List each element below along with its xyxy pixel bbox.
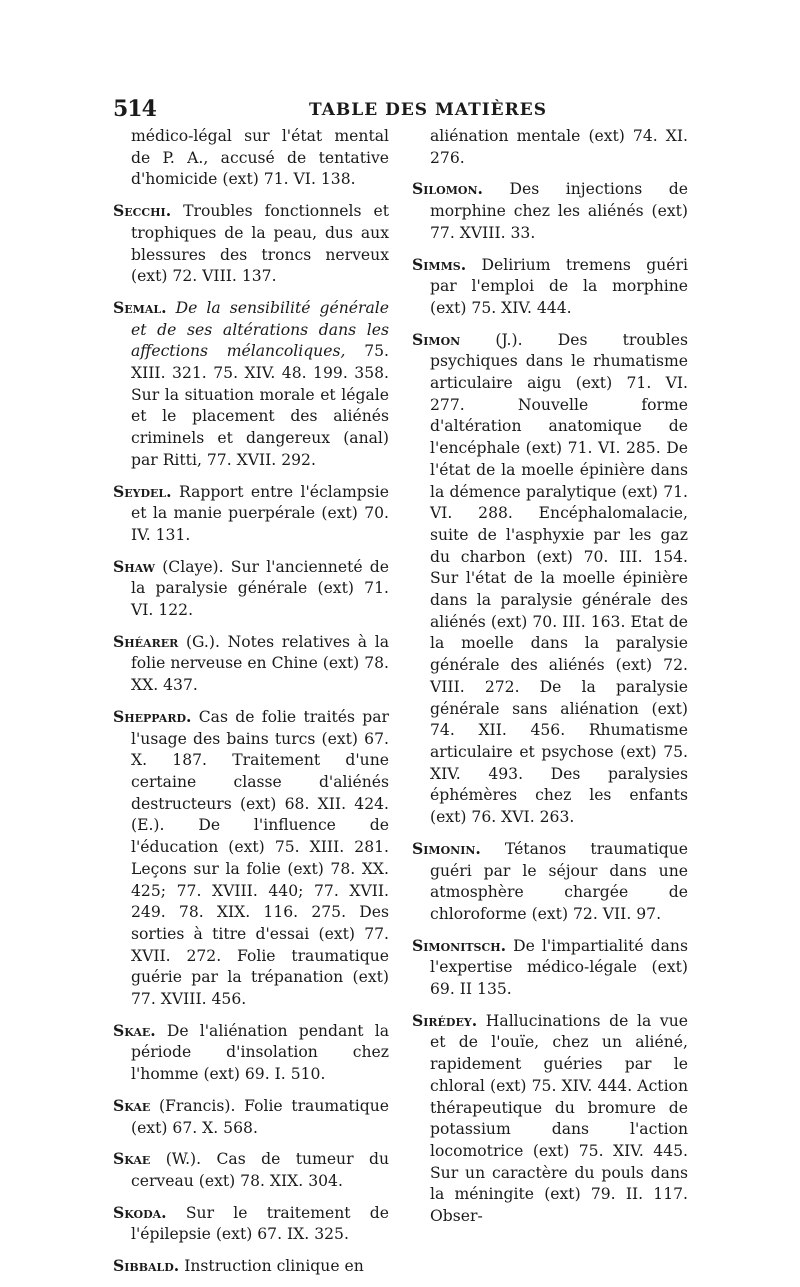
index-entry: Simonin. Tétanos traumatique guéri par le séjour dans une atmosphère chargée de chloroforme (ext) 72. VII. 97. <box>412 838 688 923</box>
entry-author: Simon <box>412 329 461 349</box>
index-entry: Shéarer (G.). Notes relatives à la folie nerveuse en Chine (ext) 78. XX. 437. <box>113 631 389 695</box>
index-entry: Sheppard. Cas de folie traités par l'usage des bains turcs (ext) 67. X. 187. Traitement d'une certaine classe d'aliénés destructeurs (ext) 68. XII. 424. (E.). De l'influence de l'éducation (ext) 75. XIII. 281. Leçons sur la folie (ext) 78. XX. 425; 77. XVIII. 440; 77. XVII. 249. 78. XIX. 116. 275. Des sorties à titre d'essai (ext) 77. XVII. 272. Folie traumatique guérie par la trépanation (ext) 77. XVIII. 456. <box>113 706 389 1009</box>
index-entry: aliénation mentale (ext) 74. XI. 276. <box>430 127 688 167</box>
entry-author: Simonin. <box>412 838 481 858</box>
entry-author: Sibbald. <box>113 1256 180 1276</box>
index-entry: Secchi. Troubles fonctionnels et trophiques de la peau, dus aux blessures des troncs nerveux (ext) 72. VIII. 137. <box>113 201 389 286</box>
index-entry: Sibbald. Instruction clinique en <box>113 1256 364 1276</box>
entry-author: Semal. <box>113 297 167 317</box>
entry-author: Sirédey. <box>412 1010 478 1030</box>
entry-author: Secchi. <box>113 201 172 221</box>
entry-author: Shaw <box>113 556 155 576</box>
page-header <box>113 96 693 126</box>
entry-author: Sheppard. <box>113 706 192 726</box>
index-entry: Skae. De l'aliénation pendant la période d'insolation chez l'homme (ext) 69. I. 510. <box>113 1020 389 1084</box>
right-column <box>412 126 688 1237</box>
running-title: TABLE DES MATIÈRES <box>309 100 548 120</box>
index-entry: Sirédey. Hallucinations de la vue et de l'ouïe, chez un aliéné, rapidement guéries par le chloral (ext) 75. XIV. 444. Action thérapeutique du bromure de potassium dans l'action locomotrice (ext) 75. XIV. 445. Sur un caractère du pouls dans la méningite (ext) 79. II. 117. Obser- <box>412 1010 688 1226</box>
entry-author: Simms. <box>412 254 467 274</box>
index-entry: Simon (J.). Des troubles psychiques dans le rhumatisme articulaire aigu (ext) 71. VI. 277. Nouvelle forme d'altération anatomique de l'encéphale (ext) 71. VI. 285. De l'état de la moelle épinière dans la démence paralytique (ext) 71. VI. 288. Encéphalomalacie, suite de l'asphyxie par les gaz du charbon (ext) 70. III. 154. Sur l'état de la moelle épinière dans la paralysie générale des aliénés (ext) 70. III. 163. Etat de la moelle dans la paralysie générale des aliénés (ext) 72. VIII. 272. De la paralysie générale sans aliénation (ext) 74. XII. 456. Rhumatisme articulaire et psychose (ext) 75. XIV. 493. Des paralysies éphémères chez les enfants (ext) 76. XVI. 263. <box>412 329 688 827</box>
index-entry: Skae (Francis). Folie traumatique (ext) 67. X. 568. <box>113 1095 389 1137</box>
entry-author: Skae <box>113 1095 151 1115</box>
index-entry: Skoda. Sur le traitement de l'épilepsie (ext) 67. IX. 325. <box>113 1202 389 1244</box>
index-entry: Shaw (Claye). Sur l'ancienneté de la paralysie générale (ext) 71. VI. 122. <box>113 556 389 620</box>
index-entry: Silomon. Des injections de morphine chez les aliénés (ext) 77. XVIII. 33. <box>412 179 688 242</box>
entry-author: Skae <box>113 1149 151 1169</box>
page-number: 514 <box>113 96 156 122</box>
index-entry: Semal. De la sensibilité générale et de ses altérations dans les affections mélancoliques, 75. XIII. 321. 75. XIV. 48. 199. 358. Sur la situation morale et légale et le placement des aliénés criminels et dangereux (anal) par Ritti, 77. XVII. 292. <box>113 297 389 469</box>
index-entry: Skae (W.). Cas de tumeur du cerveau (ext) 78. XIX. 304. <box>113 1149 389 1190</box>
entry-author: Seydel. <box>113 481 172 501</box>
index-entry: médico-légal sur l'état mental de P. A., accusé de tentative d'homicide (ext) 71. VI. 138. <box>131 127 389 189</box>
index-entry: Seydel. Rapport entre l'éclampsie et la manie puerpérale (ext) 70. IV. 131. <box>113 481 389 544</box>
entry-author: Skoda. <box>113 1202 167 1222</box>
entry-author: Silomon. <box>412 179 483 199</box>
entry-author: Simonitsch. <box>412 935 507 955</box>
index-entry: Simonitsch. De l'impartialité dans l'expertise médico-légale (ext) 69. II 135. <box>412 935 688 999</box>
entry-work-title: De la sensibilité générale et de ses altérations dans les affections mélancoliques, <box>131 298 389 361</box>
left-column <box>113 126 389 1287</box>
entry-author: Skae. <box>113 1020 156 1040</box>
index-entry: Simms. Delirium tremens guéri par l'emploi de la morphine (ext) 75. XIV. 444. <box>412 254 688 317</box>
entry-author: Shéarer <box>113 631 179 651</box>
